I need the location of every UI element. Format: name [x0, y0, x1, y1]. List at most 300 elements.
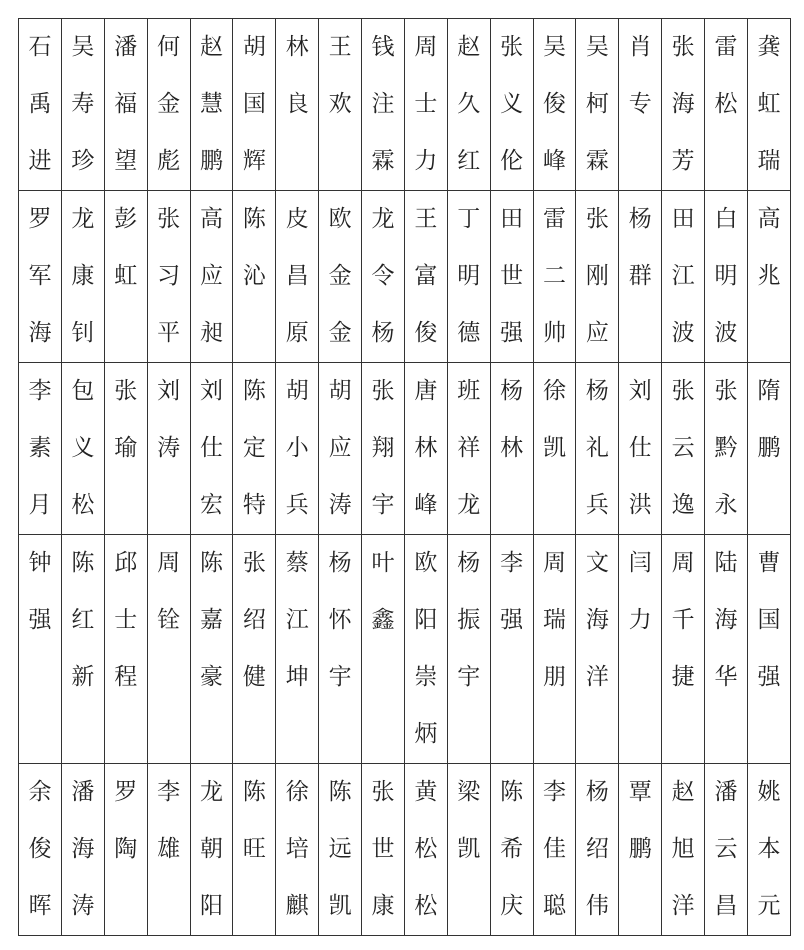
name-character: 瑞	[542, 607, 566, 633]
name-cell	[61, 764, 104, 936]
name-cell	[19, 19, 62, 191]
name-character: 张	[500, 34, 524, 60]
name-character: 陈	[500, 779, 524, 805]
name-character: 龙	[71, 206, 95, 232]
name-character: 虹	[114, 263, 138, 289]
name-character: 瑞	[757, 148, 781, 174]
name-character: 涛	[328, 492, 352, 518]
name-character: 明	[457, 263, 481, 289]
name-cell	[490, 535, 533, 764]
name-character: 张	[585, 206, 609, 232]
name-cell	[276, 191, 319, 363]
name-character: 林	[414, 435, 438, 461]
name-character: 昌	[285, 263, 309, 289]
name-character: 希	[500, 836, 524, 862]
name-cell	[276, 764, 319, 936]
name-character: 黔	[714, 435, 738, 461]
name-character: 金	[328, 263, 352, 289]
name-cell	[619, 191, 662, 363]
table-row	[19, 191, 791, 363]
name-character: 潘	[714, 779, 738, 805]
name-character: 高	[199, 206, 223, 232]
name-cell	[104, 363, 147, 535]
name-character: 张	[242, 550, 266, 576]
name-character: 帅	[542, 320, 566, 346]
name-character: 龚	[757, 34, 781, 60]
name-cell	[404, 363, 447, 535]
name-cell	[19, 764, 62, 936]
name-character: 彪	[157, 148, 181, 174]
name-character: 新	[71, 664, 95, 690]
name-character: 蔡	[285, 550, 309, 576]
name-character: 松	[414, 836, 438, 862]
name-character: 义	[71, 435, 95, 461]
name-character: 雄	[157, 836, 181, 862]
name-cell	[662, 363, 705, 535]
name-character: 昶	[199, 320, 223, 346]
name-character: 康	[371, 893, 395, 919]
name-character: 永	[714, 492, 738, 518]
name-character: 洋	[585, 664, 609, 690]
name-cell	[104, 535, 147, 764]
name-character: 士	[414, 91, 438, 117]
name-character: 庆	[500, 893, 524, 919]
name-character: 龙	[457, 492, 481, 518]
name-character: 程	[114, 664, 138, 690]
name-character: 礼	[585, 435, 609, 461]
name-character: 兵	[585, 492, 609, 518]
name-character: 辉	[242, 148, 266, 174]
name-character: 杨	[457, 550, 481, 576]
name-cell	[362, 363, 405, 535]
name-character: 周	[671, 550, 695, 576]
name-character: 杨	[500, 378, 524, 404]
name-character: 富	[414, 263, 438, 289]
name-character: 晖	[28, 893, 52, 919]
name-table	[18, 18, 791, 936]
name-character: 绍	[242, 607, 266, 633]
name-character: 杨	[371, 320, 395, 346]
name-character: 捷	[671, 664, 695, 690]
name-character: 明	[714, 263, 738, 289]
name-character: 波	[671, 320, 695, 346]
name-character: 徐	[285, 779, 309, 805]
name-character: 令	[371, 263, 395, 289]
name-character: 专	[628, 91, 652, 117]
name-character: 叶	[371, 550, 395, 576]
name-cell	[447, 19, 490, 191]
name-character: 凯	[542, 435, 566, 461]
name-cell	[104, 191, 147, 363]
name-character: 李	[542, 779, 566, 805]
name-character: 梁	[457, 779, 481, 805]
name-cell	[490, 191, 533, 363]
name-character: 阳	[199, 893, 223, 919]
name-character: 培	[285, 836, 309, 862]
name-character: 强	[500, 320, 524, 346]
name-character: 金	[157, 91, 181, 117]
name-character: 俊	[414, 320, 438, 346]
name-cell	[619, 764, 662, 936]
name-character: 雷	[714, 34, 738, 60]
name-character: 周	[414, 34, 438, 60]
name-cell	[19, 535, 62, 764]
name-character: 陈	[242, 378, 266, 404]
name-character: 进	[28, 148, 52, 174]
name-character: 旺	[242, 836, 266, 862]
name-cell	[576, 19, 619, 191]
name-character: 欢	[328, 91, 352, 117]
name-character: 包	[71, 378, 95, 404]
name-character: 旭	[671, 836, 695, 862]
name-cell	[662, 764, 705, 936]
name-cell	[576, 764, 619, 936]
name-character: 洪	[628, 492, 652, 518]
name-character: 素	[28, 435, 52, 461]
name-character: 禹	[28, 91, 52, 117]
name-cell	[533, 764, 576, 936]
name-character: 鹏	[628, 836, 652, 862]
name-character: 霖	[371, 148, 395, 174]
name-cell	[662, 535, 705, 764]
name-character: 罗	[28, 206, 52, 232]
name-character: 刚	[585, 263, 609, 289]
name-character: 伟	[585, 893, 609, 919]
name-character: 逸	[671, 492, 695, 518]
name-character: 金	[328, 320, 352, 346]
name-character: 云	[671, 435, 695, 461]
name-character: 张	[714, 378, 738, 404]
name-character: 应	[199, 263, 223, 289]
name-cell	[747, 535, 790, 764]
name-character: 凯	[328, 893, 352, 919]
name-character: 聪	[542, 893, 566, 919]
name-character: 吴	[542, 34, 566, 60]
name-character: 松	[714, 91, 738, 117]
name-character: 宇	[328, 664, 352, 690]
name-character: 杨	[328, 550, 352, 576]
name-character: 徐	[542, 378, 566, 404]
name-cell	[533, 191, 576, 363]
name-cell	[319, 19, 362, 191]
name-cell	[319, 535, 362, 764]
name-cell	[319, 764, 362, 936]
name-cell	[104, 764, 147, 936]
name-character: 阳	[414, 607, 438, 633]
name-character: 周	[542, 550, 566, 576]
name-character: 海	[585, 607, 609, 633]
name-character: 杨	[585, 779, 609, 805]
name-character: 应	[328, 435, 352, 461]
name-character: 欧	[328, 206, 352, 232]
name-character: 嘉	[199, 607, 223, 633]
name-cell	[404, 535, 447, 764]
name-character: 强	[757, 664, 781, 690]
name-character: 赵	[457, 34, 481, 60]
name-character: 罗	[114, 779, 138, 805]
name-character: 松	[414, 893, 438, 919]
name-cell	[705, 191, 748, 363]
name-character: 兵	[285, 492, 309, 518]
name-character: 朋	[542, 664, 566, 690]
name-cell	[233, 191, 276, 363]
name-cell	[576, 191, 619, 363]
name-character: 福	[114, 91, 138, 117]
name-character: 白	[714, 206, 738, 232]
name-character: 张	[371, 779, 395, 805]
table-row	[19, 764, 791, 936]
name-character: 海	[671, 91, 695, 117]
name-character: 瑜	[114, 435, 138, 461]
name-character: 胡	[285, 378, 309, 404]
name-character: 良	[285, 91, 309, 117]
name-cell	[233, 535, 276, 764]
name-character: 注	[371, 91, 395, 117]
name-character: 海	[28, 320, 52, 346]
name-character: 李	[500, 550, 524, 576]
name-character: 崇	[414, 664, 438, 690]
name-character: 周	[157, 550, 181, 576]
name-character: 凯	[457, 836, 481, 862]
name-cell	[104, 19, 147, 191]
name-character: 平	[157, 320, 181, 346]
name-character: 松	[71, 492, 95, 518]
name-character: 隋	[757, 378, 781, 404]
name-character: 应	[585, 320, 609, 346]
name-character: 赵	[199, 34, 223, 60]
name-cell	[276, 19, 319, 191]
name-character: 李	[157, 779, 181, 805]
name-character: 姚	[757, 779, 781, 805]
name-cell	[61, 363, 104, 535]
name-character: 朝	[199, 836, 223, 862]
name-character: 仕	[199, 435, 223, 461]
name-cell	[619, 363, 662, 535]
name-character: 陶	[114, 836, 138, 862]
name-character: 龙	[199, 779, 223, 805]
name-character: 江	[285, 607, 309, 633]
name-cell	[662, 19, 705, 191]
name-character: 麒	[285, 893, 309, 919]
name-cell	[362, 535, 405, 764]
name-character: 军	[28, 263, 52, 289]
name-cell	[662, 191, 705, 363]
name-character: 杨	[628, 206, 652, 232]
name-cell	[362, 191, 405, 363]
name-character: 华	[714, 664, 738, 690]
name-character: 张	[371, 378, 395, 404]
name-character: 士	[114, 607, 138, 633]
name-cell	[747, 363, 790, 535]
name-character: 峰	[414, 492, 438, 518]
name-cell	[447, 764, 490, 936]
name-character: 高	[757, 206, 781, 232]
table-row	[19, 363, 791, 535]
name-character: 田	[671, 206, 695, 232]
name-cell	[190, 19, 233, 191]
name-cell	[147, 191, 190, 363]
name-character: 赵	[671, 779, 695, 805]
name-character: 强	[500, 607, 524, 633]
name-cell	[404, 191, 447, 363]
name-character: 陈	[242, 206, 266, 232]
name-character: 宇	[371, 492, 395, 518]
name-character: 吴	[585, 34, 609, 60]
name-character: 曹	[757, 550, 781, 576]
name-character: 丁	[457, 206, 481, 232]
name-cell	[190, 764, 233, 936]
name-cell	[447, 535, 490, 764]
name-character: 世	[371, 836, 395, 862]
name-character: 兆	[757, 263, 781, 289]
name-character: 江	[671, 263, 695, 289]
name-character: 潘	[71, 779, 95, 805]
name-character: 本	[757, 836, 781, 862]
name-character: 波	[714, 320, 738, 346]
name-character: 绍	[585, 836, 609, 862]
table-row	[19, 535, 791, 764]
name-character: 习	[157, 263, 181, 289]
name-cell	[576, 363, 619, 535]
name-character: 寿	[71, 91, 95, 117]
name-cell	[490, 764, 533, 936]
name-character: 涛	[71, 893, 95, 919]
name-character: 李	[28, 378, 52, 404]
name-character: 小	[285, 435, 309, 461]
name-character: 祥	[457, 435, 481, 461]
name-character: 群	[628, 263, 652, 289]
name-character: 康	[71, 263, 95, 289]
name-character: 皮	[285, 206, 309, 232]
name-cell	[190, 191, 233, 363]
name-character: 力	[414, 148, 438, 174]
name-character: 定	[242, 435, 266, 461]
name-cell	[490, 19, 533, 191]
name-character: 龙	[371, 206, 395, 232]
name-character: 特	[242, 492, 266, 518]
name-character: 健	[242, 664, 266, 690]
name-character: 伦	[500, 148, 524, 174]
name-cell	[276, 535, 319, 764]
name-character: 张	[114, 378, 138, 404]
name-character: 石	[28, 34, 52, 60]
name-cell	[404, 19, 447, 191]
name-cell	[747, 764, 790, 936]
name-character: 海	[714, 607, 738, 633]
name-character: 雷	[542, 206, 566, 232]
name-cell	[747, 191, 790, 363]
name-character: 坤	[285, 664, 309, 690]
name-character: 涛	[157, 435, 181, 461]
name-cell	[533, 363, 576, 535]
name-character: 霖	[585, 148, 609, 174]
name-character: 陈	[328, 779, 352, 805]
name-character: 宇	[457, 664, 481, 690]
name-character: 佳	[542, 836, 566, 862]
name-character: 红	[71, 607, 95, 633]
name-character: 文	[585, 550, 609, 576]
name-character: 林	[500, 435, 524, 461]
name-cell	[190, 535, 233, 764]
name-character: 余	[28, 779, 52, 805]
name-character: 刘	[157, 378, 181, 404]
name-character: 久	[457, 91, 481, 117]
name-character: 王	[414, 206, 438, 232]
name-character: 胡	[328, 378, 352, 404]
table-row	[19, 19, 791, 191]
name-character: 沁	[242, 263, 266, 289]
name-cell	[147, 764, 190, 936]
name-character: 邱	[114, 550, 138, 576]
name-character: 柯	[585, 91, 609, 117]
name-character: 俊	[28, 836, 52, 862]
name-character: 月	[28, 492, 52, 518]
name-cell	[233, 19, 276, 191]
name-character: 远	[328, 836, 352, 862]
name-cell	[233, 363, 276, 535]
name-character: 鑫	[371, 607, 395, 633]
name-cell	[576, 535, 619, 764]
name-cell	[190, 363, 233, 535]
name-character: 怀	[328, 607, 352, 633]
name-cell	[533, 19, 576, 191]
name-cell	[147, 19, 190, 191]
name-character: 世	[500, 263, 524, 289]
name-character: 胡	[242, 34, 266, 60]
name-character: 陈	[199, 550, 223, 576]
name-character: 潘	[114, 34, 138, 60]
name-character: 彭	[114, 206, 138, 232]
name-character: 翔	[371, 435, 395, 461]
name-character: 欧	[414, 550, 438, 576]
name-character: 振	[457, 607, 481, 633]
name-character: 洋	[671, 893, 695, 919]
name-cell	[276, 363, 319, 535]
name-character: 虹	[757, 91, 781, 117]
name-character: 刘	[628, 378, 652, 404]
name-character: 慧	[199, 91, 223, 117]
name-cell	[619, 19, 662, 191]
name-cell	[747, 19, 790, 191]
name-character: 田	[500, 206, 524, 232]
name-character: 原	[285, 320, 309, 346]
name-character: 陈	[71, 550, 95, 576]
name-character: 张	[157, 206, 181, 232]
name-cell	[705, 19, 748, 191]
name-character: 芳	[671, 148, 695, 174]
name-character: 何	[157, 34, 181, 60]
name-character: 二	[542, 263, 566, 289]
name-character: 国	[242, 91, 266, 117]
name-cell	[490, 363, 533, 535]
name-character: 元	[757, 893, 781, 919]
name-character: 峰	[542, 148, 566, 174]
name-cell	[447, 191, 490, 363]
name-cell	[19, 191, 62, 363]
name-cell	[447, 363, 490, 535]
name-character: 钱	[371, 34, 395, 60]
name-character: 豪	[199, 664, 223, 690]
name-character: 炳	[414, 721, 438, 747]
name-cell	[147, 363, 190, 535]
name-character: 国	[757, 607, 781, 633]
name-character: 千	[671, 607, 695, 633]
name-character: 海	[71, 836, 95, 862]
name-character: 刘	[199, 378, 223, 404]
name-character: 义	[500, 91, 524, 117]
name-cell	[705, 535, 748, 764]
name-character: 强	[28, 607, 52, 633]
